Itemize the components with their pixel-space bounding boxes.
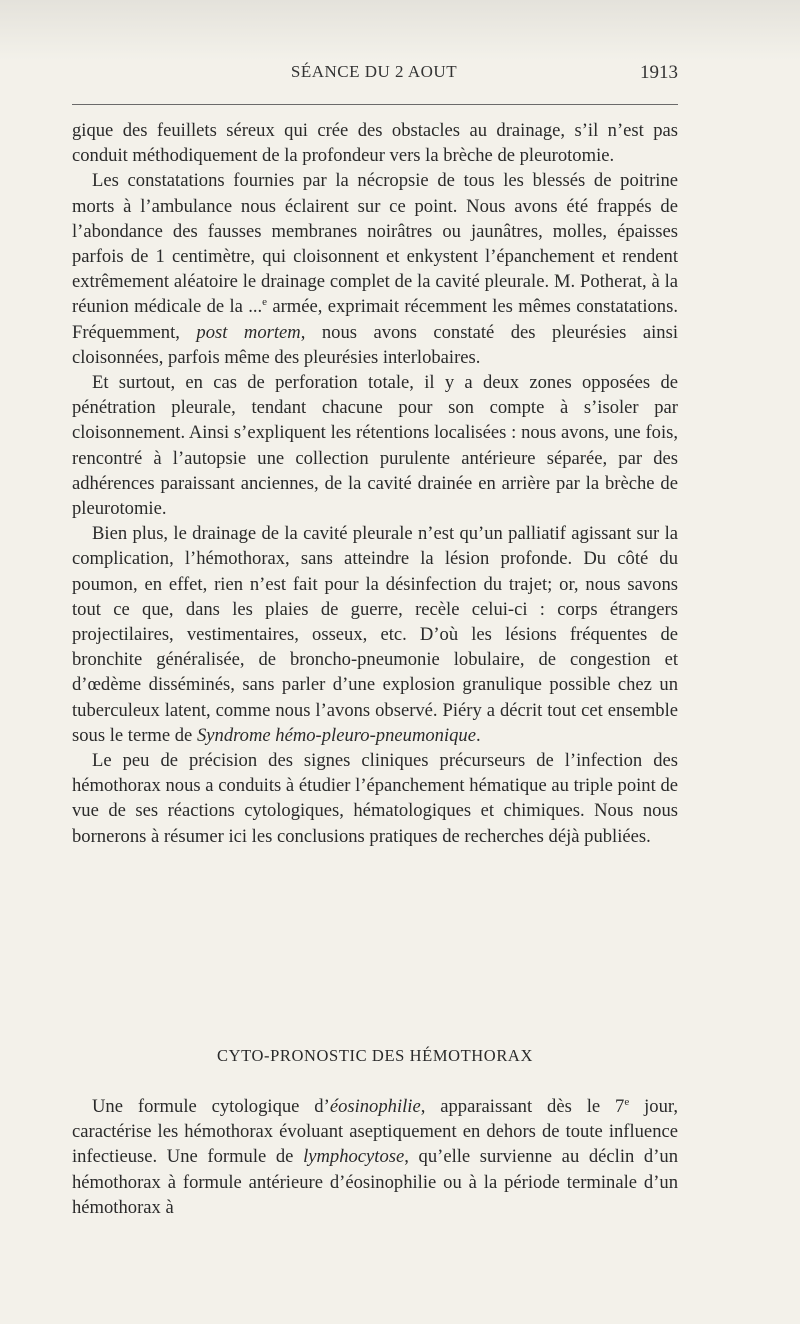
running-title: SÉANCE DU 2 AOUT [290,62,458,81]
paragraph: Les constatations fournies par la nécropsie de tous les blessés de poitrine morts à l’ambulance nous éclairent sur ce point. Nous avons été frappés de l’abondance des fausses membranes noirâtres ou jaunâtres, molles, épaisses parfois de 1 centimètre, qui cloisonnent et enkystent l’épanchement et rendent extrêmement aléatoire le drainage complet de la cavité pleurale. M. Potherat, à la réunion médicale de la ...$^e$ armée, exprimait récemment les mêmes constatations. Fréquemment, post mortem, nous avons constaté des pleurésies ainsi cloisonnées, parfois même des pleurésies interlobaires. [72,170,678,368]
paragraph: Le peu de précision des signes cliniques précurseurs de l’infection des hémothorax nous a conduits à étudier l’épanchement hématique au triple point de vue de ses réactions cytologiques, hématologiques et chimiques. Nous nous bornerons à résumer ici les conclusions pratiques de recherches déjà publiées. [72,750,678,847]
paragraph: Une formule cytologique d’éosinophilie, apparaissant dès le 7e jour, caractérise les hémothorax évoluant aseptiquement en dehors de toute influence infectieuse. Une formule de lymphocytose, qu’elle survienne au déclin d’un hémothorax à formule antérieure d’éosinophilie ou à la période terminale d’un hémothorax à [72,1095,678,1218]
page-top-shadow [0,0,800,60]
header-rule [72,104,678,105]
page-header [70,62,678,88]
paragraph: Et surtout, en cas de perforation totale, il y a deux zones opposées de pénétration pleurale, tendant chacune pour son compte à s’isoler par cloisonnement. Ainsi s’expliquent les rétentions localisées : nous avons, une fois, rencontré à l’autopsie une collection purulente antérieure séparée, par des adhérences paraissant anciennes, de la cavité drainée en arrière par la brèche de pleurotomie. [72,372,678,520]
page-number: 1913 [640,62,678,83]
section-heading: CYTO-PRONOSTIC DES HÉMOTHORAX [217,1046,533,1065]
paragraph: Bien plus, le drainage de la cavité pleurale n’est qu’un palliatif agissant sur la complication, l’hémothorax, sans atteindre la lésion profonde. Du côté du poumon, en effet, rien n’est fait pour la désinfection du trajet; or, nous savons tout ce que, dans les plaies de guerre, recèle celui-ci : corps étrangers projectilaires, vestimentaires, osseux, etc. D’où les lésions fréquentes de bronchite généralisée, de broncho-pneumonie lobulaire, de congestion et d’œdème disséminés, sans parler d’une explosion granulique possible chez un tuberculeux latent, comme nous l’avons observé. Piéry a décrit tout cet ensemble sous le terme de Syndrome hémo-pleuro-pneumonique. [72,523,678,746]
section-text [72,1094,678,1220]
main-text [72,118,678,849]
paragraph: gique des feuillets séreux qui crée des obstacles au drainage, s’il n’est pas conduit méthodiquement de la profondeur vers la brèche de pleurotomie. [72,120,678,167]
